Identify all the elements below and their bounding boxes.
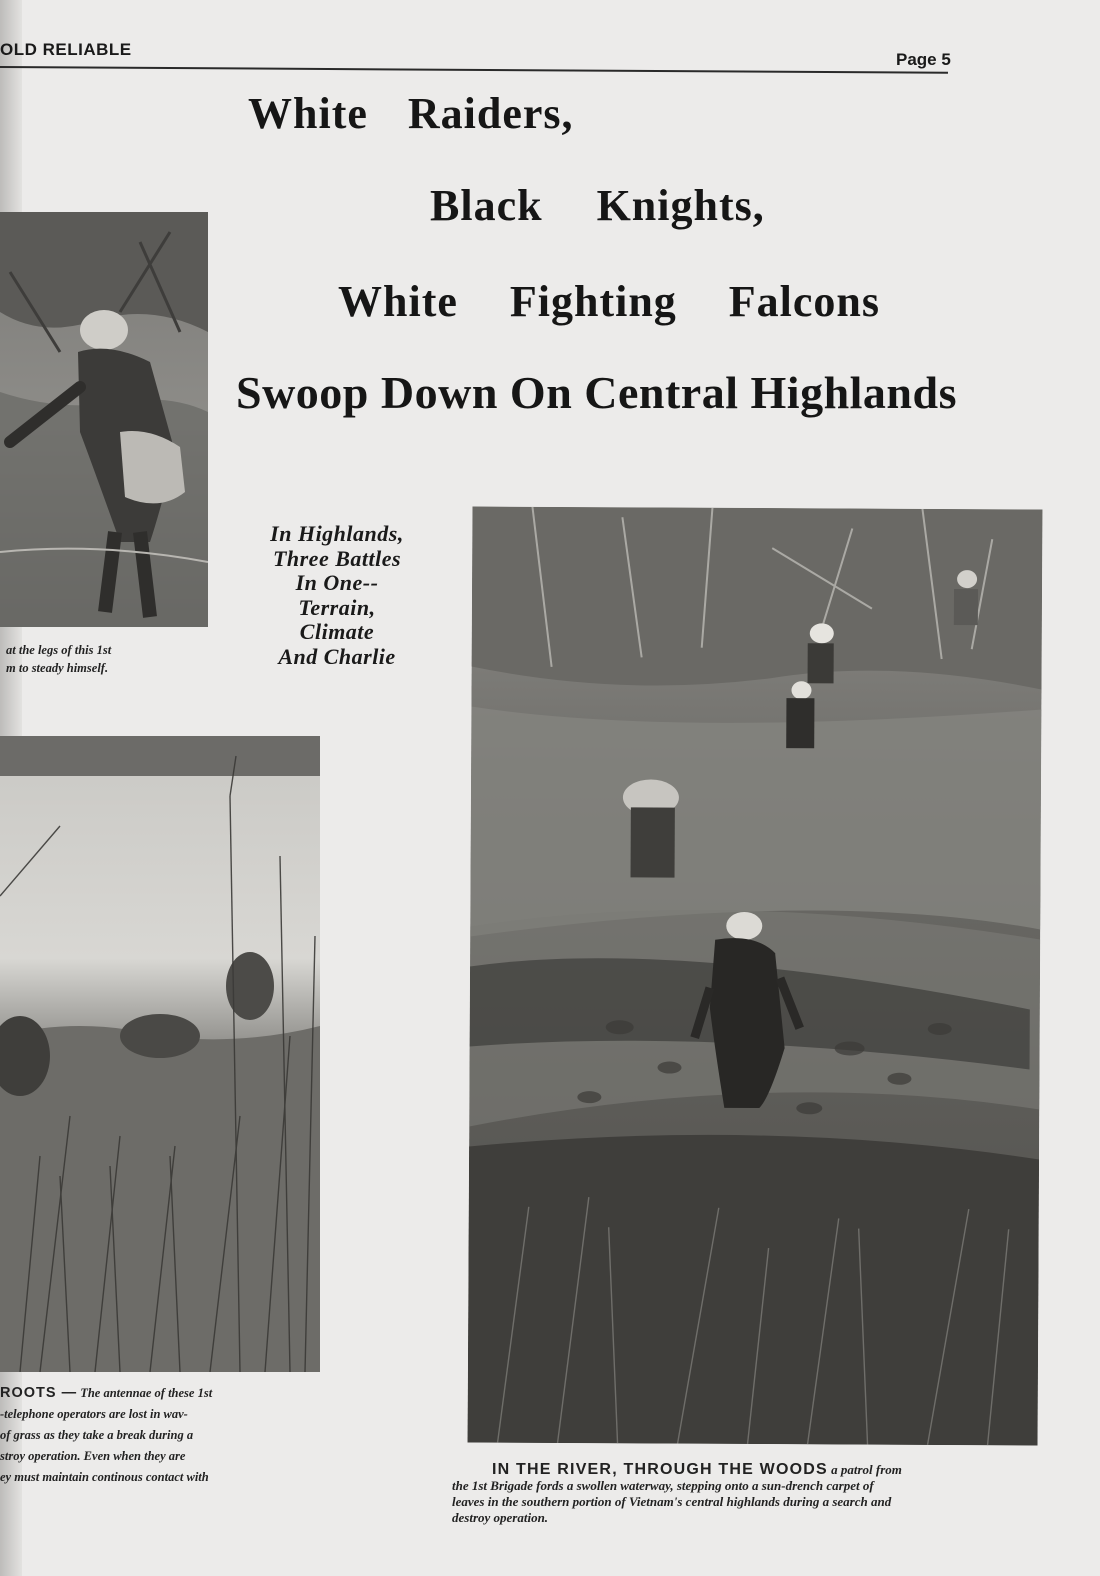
headline-line-4: Swoop Down On Central Highlands: [236, 367, 957, 418]
subhead-line: Three Battles: [272, 545, 402, 571]
caption-text: The antennae of these 1st: [77, 1386, 213, 1400]
subhead-line: In One--: [295, 570, 379, 595]
masthead: OLD RELIABLE: [0, 40, 132, 59]
caption-line: leaves in the southern portion of Vietnam's central highlands during a search and: [452, 1494, 892, 1509]
subhead-line: And Charlie: [278, 643, 396, 669]
caption-line: -telephone operators are lost in wav-: [0, 1407, 188, 1421]
caption-line: m to steady himself.: [6, 661, 109, 675]
caption-line: [0, 1383, 212, 1404]
photo-patrol-river-woods: [468, 507, 1043, 1446]
subhead-line: In Highlands,: [270, 521, 404, 546]
caption-bottom-left: [0, 1383, 212, 1488]
header-rule: [0, 66, 948, 74]
headline-line-3: White Fighting Falcons: [338, 277, 881, 326]
caption-text: a patrol from: [827, 1462, 902, 1477]
photo-soldier-wading: [0, 212, 208, 627]
caption-lead: ROOTS —: [0, 1385, 78, 1401]
caption-line: stroy operation. Even when they are: [0, 1449, 186, 1463]
subhead-line: Climate: [299, 619, 375, 644]
caption-line: at the legs of this 1st: [6, 643, 112, 657]
caption-line: of grass as they take a break during a: [0, 1428, 194, 1442]
subheadline: [242, 522, 432, 669]
photo-radio-operators-grass: [0, 736, 320, 1372]
caption-line: destroy operation.: [452, 1510, 549, 1525]
caption-line: ey must maintain continous contact with: [0, 1470, 209, 1484]
caption-line: the 1st Brigade fords a swollen waterway, stepping onto a sun-drench carpet of: [452, 1478, 874, 1493]
headline-line-1: White Raiders,: [248, 89, 574, 138]
caption-lead: IN THE RIVER, THROUGH THE WOODS: [492, 1461, 828, 1478]
headline-line-2: Black Knights,: [430, 181, 765, 230]
caption-line: [452, 1462, 902, 1478]
caption-top-left: [6, 641, 111, 677]
page-number: Page 5: [896, 50, 951, 69]
subhead-line: Terrain,: [298, 594, 376, 620]
caption-main: [452, 1462, 902, 1526]
